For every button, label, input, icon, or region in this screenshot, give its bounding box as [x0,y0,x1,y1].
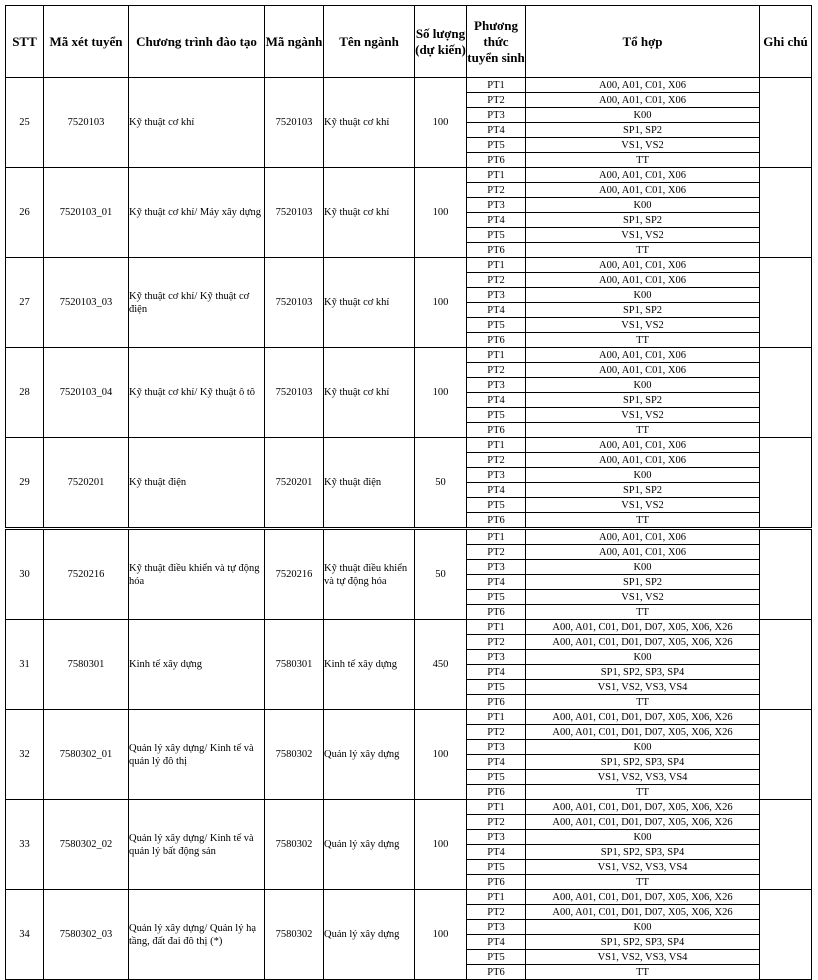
row-to-hop: K00 [526,830,760,845]
row-stt: 28 [6,348,44,438]
row-phuong-thuc: PT1 [467,529,526,545]
table-row [6,258,812,273]
row-phuong-thuc: PT2 [467,273,526,288]
row-to-hop: VS1, VS2 [526,590,760,605]
row-to-hop: SP1, SP2, SP3, SP4 [526,935,760,950]
row-phuong-thuc: PT5 [467,680,526,695]
row-to-hop: VS1, VS2 [526,408,760,423]
row-to-hop: K00 [526,378,760,393]
row-phuong-thuc: PT6 [467,423,526,438]
row-phuong-thuc: PT1 [467,620,526,635]
row-so-luong: 100 [415,890,467,980]
row-phuong-thuc: PT5 [467,138,526,153]
row-chuong-trinh: Kỹ thuật cơ khí/ Kỹ thuật cơ điện [129,258,265,348]
row-ten-nganh: Kỹ thuật cơ khí [324,348,415,438]
row-phuong-thuc: PT6 [467,333,526,348]
row-phuong-thuc: PT3 [467,288,526,303]
row-phuong-thuc: PT3 [467,378,526,393]
row-to-hop: VS1, VS2, VS3, VS4 [526,680,760,695]
row-stt: 32 [6,710,44,800]
row-phuong-thuc: PT1 [467,78,526,93]
row-ghi-chu [760,620,812,710]
row-to-hop: A00, A01, C01, X06 [526,438,760,453]
row-so-luong: 50 [415,438,467,529]
row-phuong-thuc: PT4 [467,123,526,138]
row-stt: 34 [6,890,44,980]
row-so-luong: 100 [415,168,467,258]
row-to-hop: TT [526,423,760,438]
row-phuong-thuc: PT1 [467,438,526,453]
table-header-row [6,6,812,78]
row-to-hop: A00, A01, C01, X06 [526,183,760,198]
row-phuong-thuc: PT6 [467,965,526,980]
row-phuong-thuc: PT5 [467,228,526,243]
row-stt: 29 [6,438,44,529]
row-ten-nganh: Kỹ thuật cơ khí [324,258,415,348]
row-ma-xet-tuyen: 7580302_01 [44,710,129,800]
row-chuong-trinh: Quản lý xây dựng/ Kinh tế và quản lý đô thị [129,710,265,800]
row-phuong-thuc: PT4 [467,845,526,860]
row-ten-nganh: Kinh tế xây dựng [324,620,415,710]
row-ma-nganh: 7580302 [265,800,324,890]
row-phuong-thuc: PT2 [467,453,526,468]
row-phuong-thuc: PT3 [467,650,526,665]
row-phuong-thuc: PT5 [467,408,526,423]
row-phuong-thuc: PT1 [467,710,526,725]
row-chuong-trinh: Kỹ thuật cơ khí/ Kỹ thuật ô tô [129,348,265,438]
row-to-hop: K00 [526,920,760,935]
row-ma-nganh: 7580301 [265,620,324,710]
row-so-luong: 100 [415,710,467,800]
row-to-hop: K00 [526,650,760,665]
row-phuong-thuc: PT1 [467,258,526,273]
row-ten-nganh: Quản lý xây dựng [324,890,415,980]
row-ma-nganh: 7520103 [265,258,324,348]
row-phuong-thuc: PT4 [467,935,526,950]
header-ghi-chu: Ghi chú [760,6,812,78]
header-ten-nganh: Tên ngành [324,6,415,78]
row-to-hop: SP1, SP2 [526,123,760,138]
row-to-hop: K00 [526,560,760,575]
row-chuong-trinh: Kỹ thuật cơ khí/ Máy xây dựng [129,168,265,258]
row-ma-xet-tuyen: 7520103_04 [44,348,129,438]
row-to-hop: VS1, VS2, VS3, VS4 [526,770,760,785]
row-so-luong: 100 [415,348,467,438]
header-so-luong: Số lượng (dự kiến) [415,6,467,78]
row-phuong-thuc: PT4 [467,303,526,318]
row-to-hop: TT [526,333,760,348]
row-phuong-thuc: PT6 [467,875,526,890]
row-to-hop: K00 [526,288,760,303]
row-so-luong: 100 [415,800,467,890]
row-phuong-thuc: PT2 [467,815,526,830]
row-phuong-thuc: PT1 [467,890,526,905]
row-to-hop: A00, A01, C01, D01, D07, X05, X06, X26 [526,815,760,830]
row-to-hop: VS1, VS2 [526,498,760,513]
row-ten-nganh: Quản lý xây dựng [324,710,415,800]
header-phuong-thuc: Phương thức tuyển sinh [467,6,526,78]
header-to-hop: Tổ hợp [526,6,760,78]
row-phuong-thuc: PT2 [467,183,526,198]
row-to-hop: A00, A01, C01, X06 [526,78,760,93]
row-phuong-thuc: PT2 [467,635,526,650]
row-to-hop: TT [526,243,760,258]
row-stt: 33 [6,800,44,890]
row-ghi-chu [760,800,812,890]
row-ma-xet-tuyen: 7520216 [44,529,129,620]
table-row [6,620,812,635]
admission-table [5,5,812,980]
row-ma-xet-tuyen: 7520103_03 [44,258,129,348]
row-phuong-thuc: PT3 [467,830,526,845]
row-to-hop: A00, A01, C01, X06 [526,168,760,183]
row-ghi-chu [760,890,812,980]
row-to-hop: TT [526,875,760,890]
row-stt: 25 [6,78,44,168]
row-ten-nganh: Kỹ thuật cơ khí [324,78,415,168]
row-phuong-thuc: PT6 [467,243,526,258]
row-ghi-chu [760,78,812,168]
row-phuong-thuc: PT6 [467,695,526,710]
row-stt: 30 [6,529,44,620]
row-ma-xet-tuyen: 7520103_01 [44,168,129,258]
header-ma-xet-tuyen: Mã xét tuyển [44,6,129,78]
row-to-hop: A00, A01, C01, X06 [526,273,760,288]
row-phuong-thuc: PT4 [467,483,526,498]
row-chuong-trinh: Kỹ thuật điện [129,438,265,529]
row-phuong-thuc: PT5 [467,770,526,785]
row-phuong-thuc: PT3 [467,108,526,123]
row-ma-nganh: 7520103 [265,168,324,258]
row-phuong-thuc: PT3 [467,468,526,483]
row-phuong-thuc: PT3 [467,198,526,213]
row-ma-nganh: 7580302 [265,710,324,800]
row-so-luong: 100 [415,258,467,348]
row-ma-xet-tuyen: 7580302_03 [44,890,129,980]
row-ma-xet-tuyen: 7520103 [44,78,129,168]
row-phuong-thuc: PT4 [467,755,526,770]
row-ma-xet-tuyen: 7520201 [44,438,129,529]
row-to-hop: A00, A01, C01, D01, D07, X05, X06, X26 [526,635,760,650]
row-ten-nganh: Kỹ thuật cơ khí [324,168,415,258]
row-phuong-thuc: PT6 [467,153,526,168]
row-phuong-thuc: PT1 [467,348,526,363]
row-stt: 27 [6,258,44,348]
row-chuong-trinh: Kỹ thuật điều khiển và tự động hóa [129,529,265,620]
row-to-hop: SP1, SP2, SP3, SP4 [526,845,760,860]
row-ma-xet-tuyen: 7580302_02 [44,800,129,890]
row-chuong-trinh: Kỹ thuật cơ khí [129,78,265,168]
row-to-hop: A00, A01, C01, X06 [526,453,760,468]
row-phuong-thuc: PT2 [467,93,526,108]
row-to-hop: A00, A01, C01, X06 [526,363,760,378]
row-to-hop: SP1, SP2 [526,213,760,228]
row-phuong-thuc: PT6 [467,785,526,800]
table-row [6,710,812,725]
row-ma-nganh: 7520103 [265,348,324,438]
table-row [6,168,812,183]
row-phuong-thuc: PT4 [467,213,526,228]
row-ghi-chu [760,258,812,348]
header-ma-nganh: Mã ngành [265,6,324,78]
row-ghi-chu [760,710,812,800]
row-ghi-chu [760,348,812,438]
table-row [6,438,812,453]
row-phuong-thuc: PT1 [467,800,526,815]
row-to-hop: SP1, SP2 [526,483,760,498]
row-to-hop: TT [526,965,760,980]
row-ma-nganh: 7520103 [265,78,324,168]
table-row [6,800,812,815]
row-to-hop: A00, A01, C01, X06 [526,258,760,273]
row-to-hop: VS1, VS2, VS3, VS4 [526,950,760,965]
row-to-hop: K00 [526,108,760,123]
row-ma-nganh: 7520201 [265,438,324,529]
row-ma-nganh: 7520216 [265,529,324,620]
row-to-hop: TT [526,785,760,800]
row-to-hop: A00, A01, C01, D01, D07, X05, X06, X26 [526,905,760,920]
row-to-hop: A00, A01, C01, X06 [526,545,760,560]
row-to-hop: SP1, SP2, SP3, SP4 [526,755,760,770]
row-phuong-thuc: PT1 [467,168,526,183]
row-to-hop: A00, A01, C01, X06 [526,348,760,363]
row-to-hop: VS1, VS2 [526,228,760,243]
row-to-hop: VS1, VS2 [526,138,760,153]
row-to-hop: VS1, VS2 [526,318,760,333]
row-chuong-trinh: Quản lý xây dựng/ Quản lý hạ tầng, đất đai đô thị (*) [129,890,265,980]
row-phuong-thuc: PT6 [467,513,526,529]
table-row [6,890,812,905]
row-ten-nganh: Kỹ thuật điều khiển và tự động hóa [324,529,415,620]
row-to-hop: K00 [526,740,760,755]
row-ma-nganh: 7580302 [265,890,324,980]
row-to-hop: SP1, SP2 [526,303,760,318]
row-to-hop: A00, A01, C01, D01, D07, X05, X06, X26 [526,890,760,905]
row-to-hop: SP1, SP2 [526,393,760,408]
row-phuong-thuc: PT2 [467,545,526,560]
table-body [6,78,812,980]
row-ghi-chu [760,438,812,529]
row-phuong-thuc: PT5 [467,860,526,875]
row-to-hop: A00, A01, C01, X06 [526,529,760,545]
row-so-luong: 100 [415,78,467,168]
header-stt: STT [6,6,44,78]
row-phuong-thuc: PT6 [467,605,526,620]
row-to-hop: A00, A01, C01, D01, D07, X05, X06, X26 [526,800,760,815]
row-to-hop: A00, A01, C01, X06 [526,93,760,108]
admission-document [5,5,812,980]
row-phuong-thuc: PT4 [467,665,526,680]
row-chuong-trinh: Quản lý xây dựng/ Kinh tế và quản lý bất động sản [129,800,265,890]
row-phuong-thuc: PT2 [467,905,526,920]
row-ghi-chu [760,168,812,258]
row-chuong-trinh: Kinh tế xây dựng [129,620,265,710]
row-ma-xet-tuyen: 7580301 [44,620,129,710]
row-to-hop: TT [526,695,760,710]
table-row [6,78,812,93]
row-to-hop: A00, A01, C01, D01, D07, X05, X06, X26 [526,710,760,725]
row-phuong-thuc: PT4 [467,393,526,408]
row-ten-nganh: Quản lý xây dựng [324,800,415,890]
row-to-hop: VS1, VS2, VS3, VS4 [526,860,760,875]
row-phuong-thuc: PT4 [467,575,526,590]
row-to-hop: K00 [526,198,760,213]
row-ghi-chu [760,529,812,620]
row-to-hop: TT [526,513,760,529]
row-to-hop: SP1, SP2 [526,575,760,590]
row-phuong-thuc: PT5 [467,590,526,605]
row-phuong-thuc: PT3 [467,560,526,575]
header-chuong-trinh: Chương trình đào tạo [129,6,265,78]
row-to-hop: TT [526,153,760,168]
row-stt: 26 [6,168,44,258]
row-to-hop: K00 [526,468,760,483]
row-so-luong: 50 [415,529,467,620]
row-phuong-thuc: PT5 [467,950,526,965]
row-to-hop: TT [526,605,760,620]
row-phuong-thuc: PT5 [467,318,526,333]
row-stt: 31 [6,620,44,710]
table-row [6,529,812,545]
row-to-hop: SP1, SP2, SP3, SP4 [526,665,760,680]
row-phuong-thuc: PT3 [467,920,526,935]
row-phuong-thuc: PT2 [467,725,526,740]
row-phuong-thuc: PT3 [467,740,526,755]
row-to-hop: A00, A01, C01, D01, D07, X05, X06, X26 [526,620,760,635]
row-ten-nganh: Kỹ thuật điện [324,438,415,529]
row-phuong-thuc: PT5 [467,498,526,513]
row-to-hop: A00, A01, C01, D01, D07, X05, X06, X26 [526,725,760,740]
row-phuong-thuc: PT2 [467,363,526,378]
row-so-luong: 450 [415,620,467,710]
table-row [6,348,812,363]
